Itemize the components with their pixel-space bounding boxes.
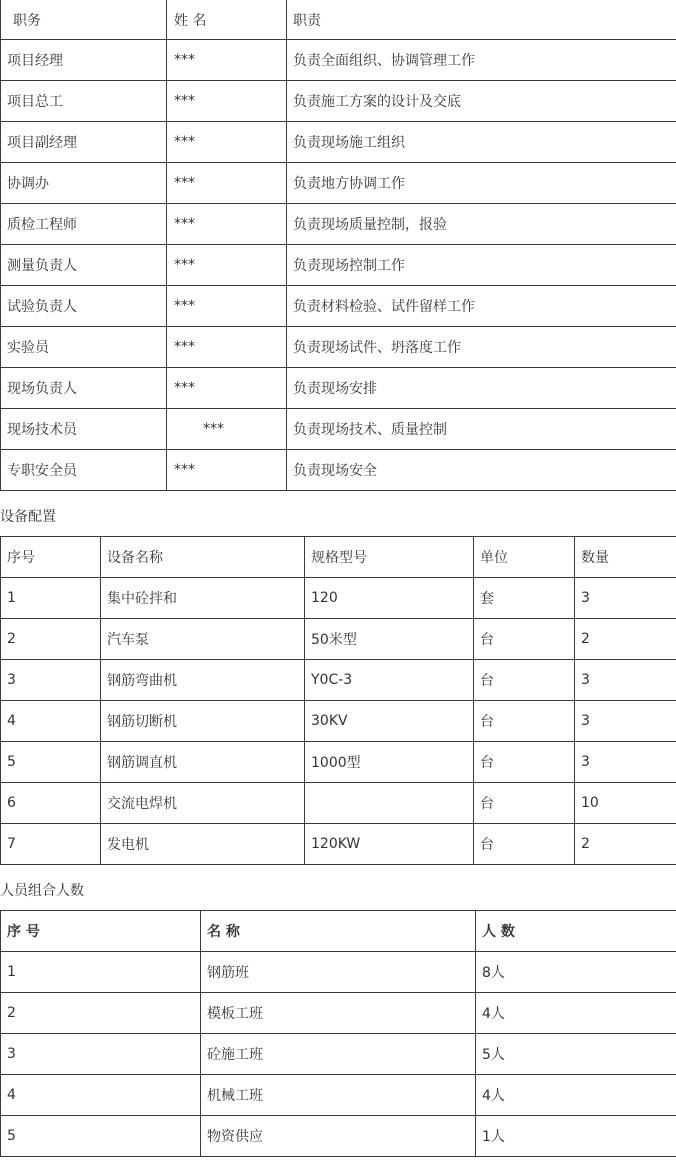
staff-duty-cell: 负责地方协调工作	[287, 163, 676, 204]
equipment-row	[1, 660, 676, 701]
staff-row	[1, 204, 676, 245]
staff-role-cell: 项目副经理	[1, 122, 167, 163]
staff-name-cell: ***	[167, 122, 287, 163]
staff-header-row	[1, 0, 676, 40]
equipment-name-cell: 钢筋弯曲机	[101, 660, 305, 701]
personnel-team-cell: 物资供应	[201, 1116, 476, 1157]
staff-role-cell: 试验负责人	[1, 286, 167, 327]
equipment-table	[0, 536, 676, 865]
staff-duty-cell: 负责施工方案的设计及交底	[287, 81, 676, 122]
equipment-seq-cell: 6	[1, 783, 101, 824]
staff-duty-cell: 负责全面组织、协调管理工作	[287, 40, 676, 81]
header-model: 规格型号	[305, 537, 474, 578]
staff-name-cell: ***	[167, 409, 287, 450]
staff-role-cell: 项目经理	[1, 40, 167, 81]
equipment-qty-cell: 2	[575, 619, 676, 660]
staff-name-cell: ***	[167, 327, 287, 368]
staff-name-cell: ***	[167, 245, 287, 286]
equipment-table-body	[1, 537, 676, 865]
equipment-model-cell: 120	[305, 578, 474, 619]
equipment-name-cell: 发电机	[101, 824, 305, 865]
staff-role-cell: 协调办	[1, 163, 167, 204]
equipment-model-cell: 30KV	[305, 701, 474, 742]
staff-role-cell: 现场技术员	[1, 409, 167, 450]
equipment-row	[1, 701, 676, 742]
staff-name-cell: ***	[167, 204, 287, 245]
equipment-model-cell: Y0C-3	[305, 660, 474, 701]
staff-row	[1, 409, 676, 450]
staff-duty-cell: 负责现场控制工作	[287, 245, 676, 286]
equipment-qty-cell: 3	[575, 701, 676, 742]
staff-duty-cell: 负责现场施工组织	[287, 122, 676, 163]
header-team-name: 名 称	[201, 911, 476, 952]
equipment-unit-cell: 套	[474, 578, 575, 619]
equipment-unit-cell: 台	[474, 660, 575, 701]
staff-row	[1, 450, 676, 491]
equipment-name-cell: 汽车泵	[101, 619, 305, 660]
personnel-row	[1, 1116, 676, 1157]
personnel-team-cell: 机械工班	[201, 1075, 476, 1116]
equipment-qty-cell: 10	[575, 783, 676, 824]
header-equipment-name: 设备名称	[101, 537, 305, 578]
header-seq-no: 序 号	[1, 911, 201, 952]
staff-name-cell: ***	[167, 286, 287, 327]
staff-row	[1, 327, 676, 368]
personnel-row	[1, 1075, 676, 1116]
personnel-header-row	[1, 911, 676, 952]
staff-role-cell: 项目总工	[1, 81, 167, 122]
staff-table	[0, 0, 676, 491]
staff-duty-cell: 负责现场安全	[287, 450, 676, 491]
staff-table-body	[1, 0, 676, 491]
equipment-model-cell: 50米型	[305, 619, 474, 660]
personnel-row	[1, 993, 676, 1034]
equipment-seq-cell: 1	[1, 578, 101, 619]
staff-row	[1, 163, 676, 204]
staff-name-cell: ***	[167, 40, 287, 81]
staff-row	[1, 40, 676, 81]
personnel-table-body	[1, 911, 676, 1157]
equipment-qty-cell: 2	[575, 824, 676, 865]
staff-name-cell: ***	[167, 81, 287, 122]
staff-duty-cell: 负责现场安排	[287, 368, 676, 409]
equipment-row	[1, 824, 676, 865]
equipment-name-cell: 钢筋调直机	[101, 742, 305, 783]
equipment-name-cell: 钢筋切断机	[101, 701, 305, 742]
personnel-seq-cell: 4	[1, 1075, 201, 1116]
equipment-seq-cell: 2	[1, 619, 101, 660]
equipment-row	[1, 742, 676, 783]
personnel-seq-cell: 3	[1, 1034, 201, 1075]
personnel-seq-cell: 2	[1, 993, 201, 1034]
equipment-unit-cell: 台	[474, 701, 575, 742]
staff-name-cell: ***	[167, 450, 287, 491]
equipment-seq-cell: 7	[1, 824, 101, 865]
equipment-unit-cell: 台	[474, 742, 575, 783]
equipment-qty-cell: 3	[575, 578, 676, 619]
equipment-model-cell	[305, 783, 474, 824]
personnel-seq-cell: 5	[1, 1116, 201, 1157]
header-unit: 单位	[474, 537, 575, 578]
equipment-model-cell: 120KW	[305, 824, 474, 865]
equipment-section-title: 设备配置	[0, 509, 56, 525]
staff-role-cell: 现场负责人	[1, 368, 167, 409]
staff-name-cell: ***	[167, 368, 287, 409]
staff-row	[1, 122, 676, 163]
header-role: 职务	[1, 0, 167, 40]
staff-role-cell: 测量负责人	[1, 245, 167, 286]
equipment-seq-cell: 4	[1, 701, 101, 742]
staff-row	[1, 81, 676, 122]
staff-role-cell: 实验员	[1, 327, 167, 368]
staff-row	[1, 245, 676, 286]
personnel-row	[1, 1034, 676, 1075]
personnel-count-cell: 4人	[476, 1075, 676, 1116]
personnel-seq-cell: 1	[1, 952, 201, 993]
personnel-row	[1, 952, 676, 993]
personnel-count-cell: 1人	[476, 1116, 676, 1157]
equipment-seq-cell: 5	[1, 742, 101, 783]
staff-row	[1, 368, 676, 409]
staff-row	[1, 286, 676, 327]
staff-role-cell: 质检工程师	[1, 204, 167, 245]
staff-role-cell: 专职安全员	[1, 450, 167, 491]
equipment-header-row	[1, 537, 676, 578]
staff-duty-cell: 负责现场技术、质量控制	[287, 409, 676, 450]
personnel-section-title: 人员组合人数	[0, 883, 84, 899]
personnel-count-cell: 4人	[476, 993, 676, 1034]
equipment-unit-cell: 台	[474, 783, 575, 824]
equipment-name-cell: 交流电焊机	[101, 783, 305, 824]
header-seq: 序号	[1, 537, 101, 578]
personnel-count-cell: 5人	[476, 1034, 676, 1075]
equipment-unit-cell: 台	[474, 824, 575, 865]
staff-duty-cell: 负责材料检验、试件留样工作	[287, 286, 676, 327]
personnel-table	[0, 910, 676, 1157]
personnel-team-cell: 砼施工班	[201, 1034, 476, 1075]
equipment-row	[1, 578, 676, 619]
staff-name-cell: ***	[167, 163, 287, 204]
equipment-qty-cell: 3	[575, 660, 676, 701]
personnel-count-cell: 8人	[476, 952, 676, 993]
equipment-qty-cell: 3	[575, 742, 676, 783]
staff-duty-cell: 负责现场试件、坍落度工作	[287, 327, 676, 368]
header-duty: 职责	[287, 0, 676, 40]
header-name: 姓 名	[167, 0, 287, 40]
personnel-team-cell: 模板工班	[201, 993, 476, 1034]
header-headcount: 人 数	[476, 911, 676, 952]
personnel-team-cell: 钢筋班	[201, 952, 476, 993]
header-quantity: 数量	[575, 537, 676, 578]
equipment-row	[1, 619, 676, 660]
equipment-model-cell: 1000型	[305, 742, 474, 783]
equipment-seq-cell: 3	[1, 660, 101, 701]
equipment-name-cell: 集中砼拌和	[101, 578, 305, 619]
equipment-row	[1, 783, 676, 824]
staff-duty-cell: 负责现场质量控制，报验	[287, 204, 676, 245]
equipment-unit-cell: 台	[474, 619, 575, 660]
